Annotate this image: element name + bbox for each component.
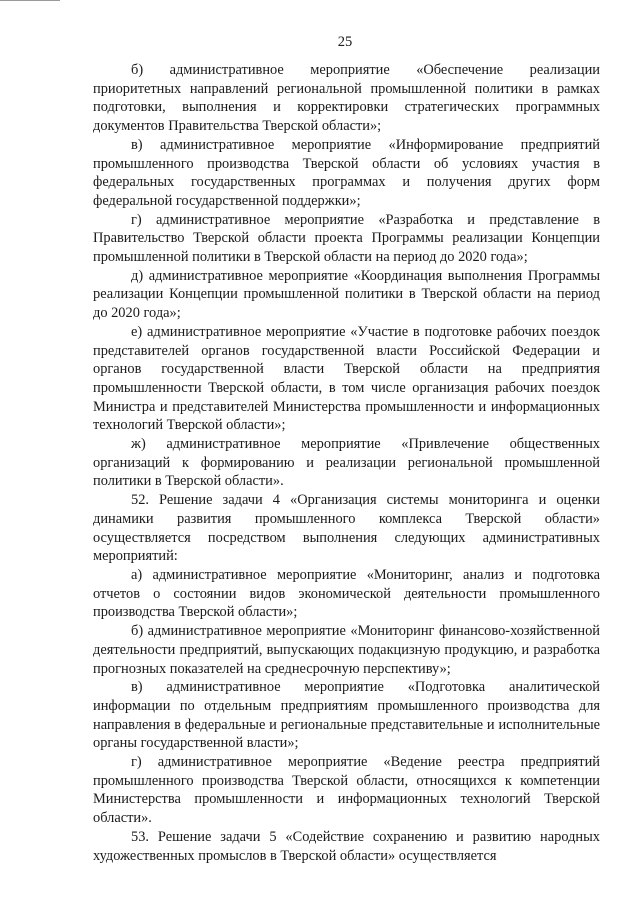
paragraph-section-53: 53. Решение задачи 5 «Содействие сохранению и развитию народных художественных промыслов в Тверской области» осуществляется [93,828,600,864]
paragraph-item-d: д) административное мероприятие «Координация выполнения Программы реализации Концепции промышленной политики в Тверской области на период до 2020 года»; [93,267,600,322]
paragraph-item-zh: ж) административное мероприятие «Привлечение общественных организаций к формированию и реализации региональной промышленной политики в Тверской области». [93,436,600,490]
page-number: 25 [337,34,353,50]
body-text [93,61,600,865]
paragraph-item-v: в) административное мероприятие «Информирование предприятий промышленного производства Тверской области об условиях участия в федеральных государственных программах и получения других форм федеральной государственной поддержки»; [93,136,600,209]
paragraph-item-v-2: в) административное мероприятие «Подготовка аналитической информации по отдельным предприятиям промышленного производства для направления в федеральные и региональные представительные и исполнительные органы государственной власти»; [93,679,600,752]
paragraph-item-b-2: б) административное мероприятие «Мониторинг финансово-хозяйственной деятельности предприятий, выпускающих подакцизную продукцию, и разработка прогнозных показателей на среднесрочную перспективу»; [93,623,600,677]
paragraph-item-g: г) административное мероприятие «Разработка и представление в Правительство Тверской области проекта Программы реализации Концепции промышленной политики в Тверской области на период до 2020 года»; [93,211,600,266]
paragraph-section-52: 52. Решение задачи 4 «Организация системы мониторинга и оценки динамики развития промышленного комплекса Тверской области» осуществляется посредством выполнения следующих административных мероприятий: [93,492,600,565]
paragraph-item-b: б) административное мероприятие «Обеспечение реализации приоритетных направлений региональной промышленной политики в рамках подготовки, выполнения и корректировки стратегических программных документов Правительства Тверской области»; [93,62,600,135]
top-edge-rule [0,0,60,1]
paragraph-item-a: а) административное мероприятие «Мониторинг, анализ и подготовка отчетов о состоянии видов экономической деятельности промышленного производства Тверской области»; [93,566,600,621]
paragraph-item-g-2: г) административное мероприятие «Ведение реестра предприятий промышленного производства Тверской области, относящихся к компетенции Министерства промышленности и информационных технологий Тверской области». [93,754,600,827]
paragraph-item-e: е) административное мероприятие «Участие в подготовке рабочих поездок представителей органов государственной власти Российской Федерации и органов государственной власти Тверской области на предприятия промышленности Тверской области, в том числе организация рабочих поездок Министра и представителей Министерства промышленности и информационных технологий Тверской области»; [93,323,600,434]
